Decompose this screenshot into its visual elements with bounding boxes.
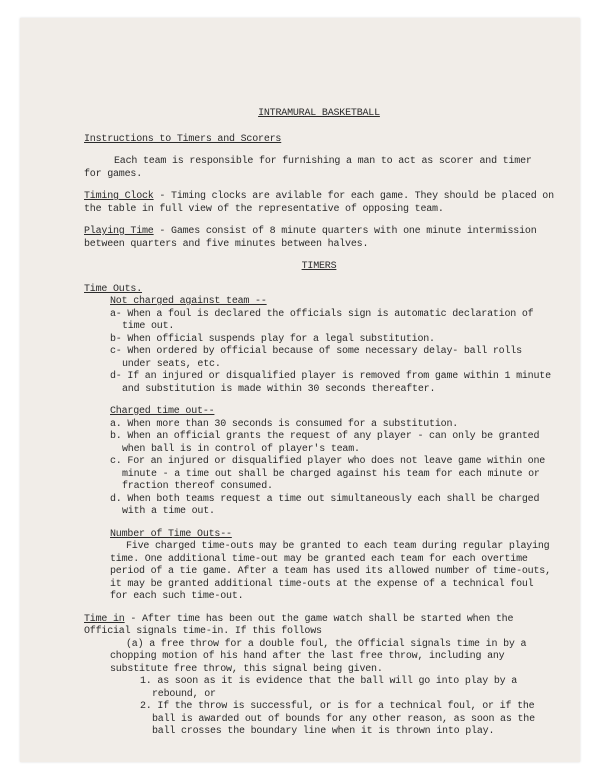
paper-sheet xyxy=(20,18,580,762)
timers-heading: TIMERS xyxy=(301,261,337,272)
intro-paragraph: Each team is responsible for furnishing a man to act as scorer and timer for games. xyxy=(84,156,532,180)
list-item: d- If an injured or disqualified player is removed from game within 1 minute and substitution is made within 30 seconds thereafter. xyxy=(110,371,551,395)
document-body xyxy=(84,108,554,739)
list-item: c. For an injured or disqualified player who does not leave game within one minute - a time out shall be charged against his team for each minute or fraction thereof consumed. xyxy=(110,456,546,492)
numbered-item: 2. If the throw is successful, or is for a technical foul, or if the ball is awarded out of bounds for any other reason, as soon as the ball crosses the boundary line when it is thrown into play. xyxy=(140,701,535,737)
number-of-time-outs-heading: Number of Time Outs-- xyxy=(110,528,232,540)
playing-time-text: - Games consist of 8 minute quarters with one minute intermission between quarters and five minutes between halves. xyxy=(84,226,537,250)
numbered-item: 1. as soon as it is evidence that the ball will go into play by a rebound, or xyxy=(140,676,518,700)
number-of-time-outs-paragraph xyxy=(84,541,554,604)
list-item: a. When more than 30 seconds is consumed for a substitution. xyxy=(110,418,459,430)
time-in-clause-a xyxy=(84,639,554,677)
list-item: b- When official suspends play for a legal substitution. xyxy=(110,333,435,345)
list-item: a- When a foul is declared the officials sign is automatic declaration of time out. xyxy=(110,308,534,332)
time-in-clause-a-text: (a) a free throw for a double foul, the Official signals time in by a chopping motion of his hand after the last free throw, including any substitute free throw, this signal being given. xyxy=(110,638,527,675)
time-outs-heading: Time Outs. xyxy=(84,283,143,295)
charged-heading: Charged time out-- xyxy=(110,406,215,417)
time-in-text: - After time has been out the game watch shall be started when the Official signals time-in. If this follows xyxy=(84,613,514,637)
playing-time-paragraph xyxy=(84,226,554,251)
timing-clock-label: Timing Clock xyxy=(84,191,154,202)
playing-time-label: Playing Time xyxy=(84,226,154,237)
list-item: b. When an official grants the request of any player - can only be granted when ball is in control of player's team. xyxy=(110,431,540,455)
page-title: INTRAMURAL BASKETBALL xyxy=(258,108,380,119)
list-item: c- When ordered by official because of some necessary delay- ball rolls under seats, etc. xyxy=(110,346,522,370)
timing-clock-text: - Timing clocks are avilable for each game. They should be placed on the table in full view of the representative of opposing team. xyxy=(84,191,554,215)
time-in-paragraph xyxy=(84,614,554,639)
list-item: d. When both teams request a time out simultaneously each shall be charged with a time out. xyxy=(110,493,540,517)
not-charged-heading: Not charged against team -- xyxy=(110,296,267,307)
timing-clock-paragraph xyxy=(84,191,554,216)
number-of-time-outs-text: Five charged time-outs may be granted to each team during regular playing time. One additional time-out may be granted each team for each overtime period of a tie game. After a team has used its allowed number of time-outs, it may be granted additional time-outs at the expense of a technical foul for each such time-out. xyxy=(110,541,551,602)
instructions-heading: Instructions to Timers and Scorers xyxy=(84,133,282,145)
time-in-label: Time in xyxy=(84,613,125,625)
